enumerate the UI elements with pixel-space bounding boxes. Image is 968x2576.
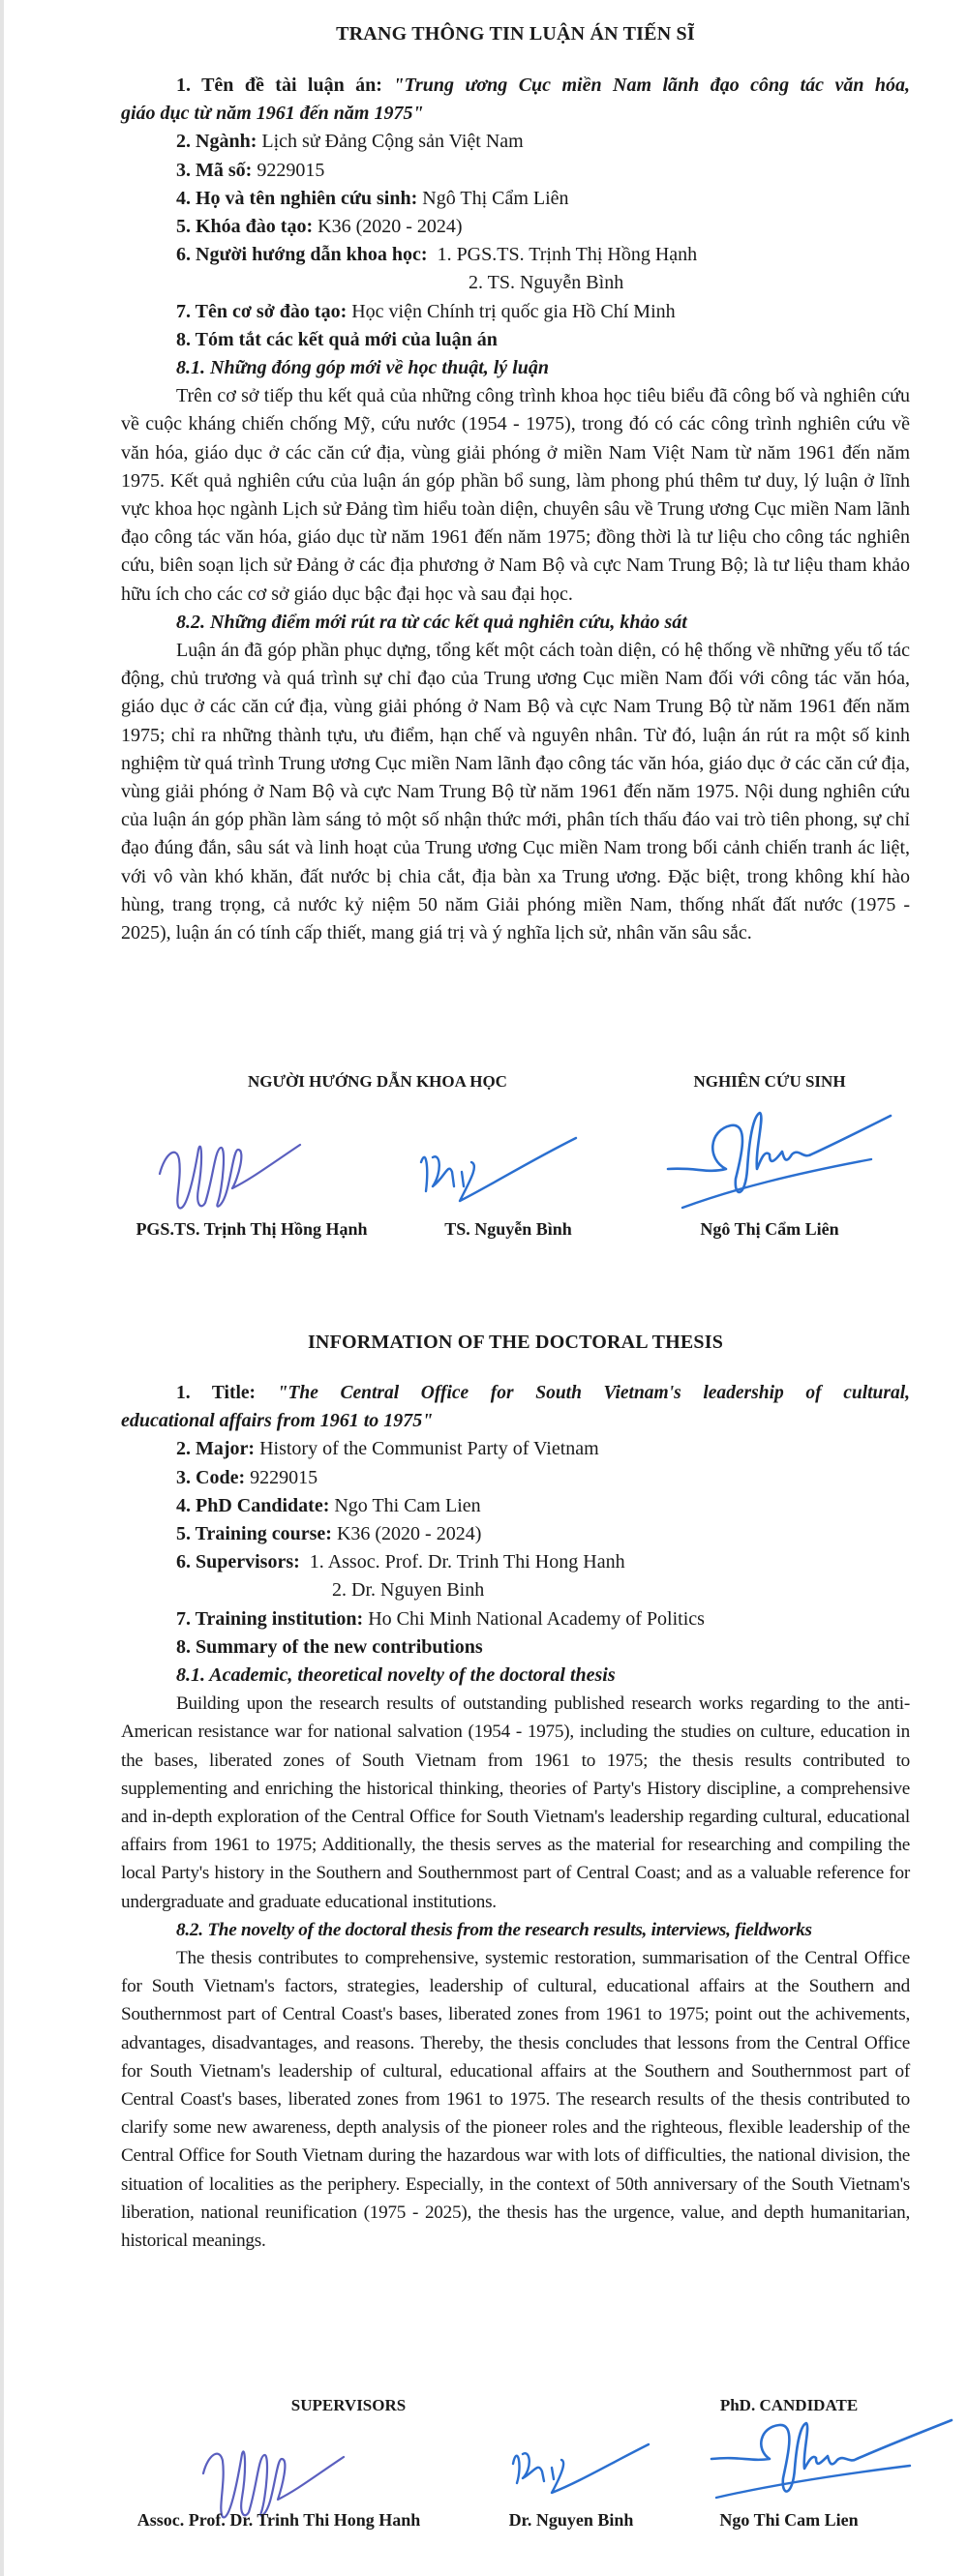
supervisor2-signature-image <box>411 1119 624 1215</box>
en-supervisor2-signature-image <box>503 2425 678 2512</box>
candidate-signature-image <box>639 1101 900 1217</box>
en-supervisor1-name: Assoc. Prof. Dr. Trinh Thi Hong Hanh <box>136 2510 421 2530</box>
en-page-title: INFORMATION OF THE DOCTORAL THESIS <box>307 1332 724 1353</box>
vi-fields <box>121 72 910 947</box>
vi-subheading-8-1: 8.1. Những đóng góp mới về học thuật, lý luận <box>176 357 549 379</box>
vi-item-candidate: 4. Họ và tên nghiên cứu sinh: Ngô Thị Cẩm Liên <box>176 187 569 209</box>
en-candidate-name: Ngo Thi Cam Lien <box>719 2510 859 2530</box>
en-supervisors-heading: SUPERVISORS <box>290 2396 407 2414</box>
en-paragraph-8-2: The thesis contributes to comprehensive, systemic restoration, summarisation of the Central Office for South Vietnam's factors, strategies, leadership of cultural, educational affairs at the Southern and Southernmost part of Central Coast's bases, liberated zones from 1961 to 1975; point out the achivements, advantages, disadvantages, and reasons. Thereby, the thesis concludes that lessons from the Central Office for South Vietnam's leadership of cultural, educational affairs at the Southern and Southernmost part of Central Coast's bases, liberated zones from 1961 to 1975. The research results of the thesis contributed to clarify some new awareness, depth analysis of the pioneer roles and the righteous, flexible leadership of the Central Office for South Vietnam during the hazardous war with lots of difficulties, the national division, the situation of localities as the periphery. Especially, in the context of 50th anniversary of the South Vietnam's liberation, national reunification (1975 - 2025), the thesis has the urgence, value, and depth humanitarian, historical meanings. <box>121 1948 910 2252</box>
vi-item-summary-heading: 8. Tóm tắt các kết quả mới của luận án <box>176 328 498 350</box>
en-subheading-8-2: 8.2. The novelty of the doctoral thesis from the research results, interviews, fieldworks <box>176 1919 812 1940</box>
en-subheading-8-1: 8.1. Academic, theoretical novelty of the doctoral thesis <box>176 1664 616 1687</box>
en-item-supervisor-2: 2. Dr. Nguyen Binh <box>332 1579 485 1602</box>
vi-page-title: TRANG THÔNG TIN LUẬN ÁN TIẾN SĨ <box>336 23 695 45</box>
vi-supervisors-heading: NGƯỜI HƯỚNG DẪN KHOA HỌC <box>248 1072 507 1091</box>
vi-item-supervisor-2: 2. TS. Nguyễn Bình <box>469 272 624 294</box>
vi-item-supervisors: 6. Người hướng dẫn khoa học: 1. PGS.TS. Trịnh Thị Hồng Hạnh <box>176 244 698 266</box>
en-candidate-heading: PhD. CANDIDATE <box>719 2396 859 2414</box>
en-supervisor2-name: Dr. Nguyen Binh <box>508 2510 634 2530</box>
vi-item-code: 3. Mã số: 9229015 <box>176 159 325 181</box>
vi-item-thesis-title-cont: giáo dục từ năm 1961 đến năm 1975" <box>121 103 424 125</box>
vi-candidate-heading: NGHIÊN CỨU SINH <box>693 1072 846 1091</box>
vi-paragraph-8-1: Trên cơ sở tiếp thu kết quả của những công trình khoa học tiêu biểu đã công bố và nghiên cứu về cuộc kháng chiến chống Mỹ, cứu nước (1954 - 1975), trong đó có các công trình nghiên cứu về văn hóa, giáo dục ở các căn cứ địa, vùng giải phóng ở miền Nam Việt Nam từ năm 1961 đến năm 1975. Kết quả nghiên cứu của luận án góp phần bổ sung, làm phong phú thêm tư duy, lý luận ở lĩnh vực khoa học ngành Lịch sử Đảng tìm hiểu toàn diện, chuyên sâu về Trung ương Cục miền Nam lãnh đạo công tác văn hóa, giáo dục từ năm 1961 đến năm 1975; đồng thời là tư liệu cho công tác nghiên cứu, biên soạn lịch sử Đảng ở các địa phương ở Nam Bộ và cực Nam Trung Bộ; là tư liệu tham khảo hữu ích cho các cơ sở giáo dục bậc đại học và sau đại học. <box>121 385 910 605</box>
vi-item-thesis-title: 1. Tên đề tài luận án: "Trung ương Cục miền Nam lãnh đạo công tác văn hóa, <box>176 75 911 96</box>
vi-paragraph-8-2: Luận án đã góp phần phục dựng, tổng kết một cách toàn diện, có hệ thống về những yếu tố tác động, chủ trương và quá trình sự chỉ đạo của Trung ương Cục miền Nam đối với công tác văn hóa, giáo dục ở các căn cứ địa, vùng giải phóng ở Nam Bộ và cực Nam Trung Bộ từ năm 1961 đến năm 1975; chỉ ra những thành tựu, ưu điểm, hạn chế và nguyên nhân. Từ đó, luận án rút ra một số kinh nghiệm từ quá trình Trung ương Cục miền Nam lãnh đạo công tác văn hóa, giáo dục ở các căn cứ địa, vùng giải phóng ở Nam Bộ và cực Nam Trung Bộ từ năm 1961 đến năm 1975. Nội dung nghiên cứu của luận án góp phần làm sáng tỏ một số nhận thức mới, phân tích thấu đáo vai trò tiên phong, sự chỉ đạo đúng đắn, sâu sát và linh hoạt của Trung ương Cục miền Nam trong bối cảnh chiến tranh ác liệt, với vô vàn khó khăn, đất nước bị chia cắt, địa bàn xa Trung ương. Đặc biệt, trong không khí hào hùng, trang trọng, cả nước kỷ niệm 50 năm Giải phóng miền Nam, thống nhất đất nước (1975 - 2025), luận án có tính cấp thiết, mang giá trị và ý nghĩa lịch sử, nhân văn sâu sắc. <box>121 640 910 944</box>
en-item-institution: 7. Training institution: Ho Chi Minh National Academy of Politics <box>176 1607 705 1630</box>
en-item-thesis-title-cont: educational affairs from 1961 to 1975" <box>121 1410 434 1432</box>
en-item-code: 3. Code: 9229015 <box>176 1466 318 1488</box>
vi-item-course: 5. Khóa đào tạo: K36 (2020 - 2024) <box>176 216 463 238</box>
vi-subheading-8-2: 8.2. Những điểm mới rút ra từ các kết quả nghiên cứu, khảo sát <box>176 611 687 633</box>
english-info-section <box>121 1328 910 1357</box>
vi-supervisor2-name: TS. Nguyễn Bình <box>444 1219 572 1239</box>
en-item-supervisors: 6. Supervisors: 1. Assoc. Prof. Dr. Trinh Thi Hong Hanh <box>176 1551 625 1573</box>
vietnamese-info-section <box>121 19 910 48</box>
vi-item-major: 2. Ngành: Lịch sử Đảng Cộng sản Việt Nam <box>176 131 524 153</box>
en-fields <box>121 1379 910 2255</box>
page-edge <box>0 0 4 2576</box>
en-item-summary-heading: 8. Summary of the new contributions <box>176 1635 483 1658</box>
vi-candidate-name: Ngô Thị Cẩm Liên <box>700 1219 839 1239</box>
en-paragraph-8-1: Building upon the research results of outstanding published research works regarding to the anti-American resistance war for national salvation (1954 - 1975), including the studies on culture, education in the bases, liberated zones of South Vietnam from 1961 to 1975; the thesis results contributed to supplementing and enriching the historical thinking, theories of Party's History discipline, a comprehensive and in-depth exploration of the Central Office for South Vietnam's leadership regarding cultural, educational affairs from 1961 to 1975; Additionally, the thesis serves as the material for researching and compiling the local Party's history in the Southern and Southernmost part of Central Coast; and as a valuable reference for undergraduate and graduate educational institutions. <box>121 1693 910 1912</box>
en-item-major: 2. Major: History of the Communist Party of Vietnam <box>176 1438 599 1460</box>
vi-item-institution: 7. Tên cơ sở đào tạo: Học viện Chính trị quốc gia Hồ Chí Minh <box>176 300 676 322</box>
vi-supervisor1-name: PGS.TS. Trịnh Thị Hồng Hạnh <box>136 1219 368 1239</box>
en-item-candidate: 4. PhD Candidate: Ngo Thi Cam Lien <box>176 1494 481 1516</box>
en-item-course: 5. Training course: K36 (2020 - 2024) <box>176 1523 482 1545</box>
en-item-thesis-title: 1. Title: "The Central Office for South Vietnam's leadership of cultural, <box>176 1383 911 1403</box>
supervisor1-signature-image <box>145 1121 339 1217</box>
